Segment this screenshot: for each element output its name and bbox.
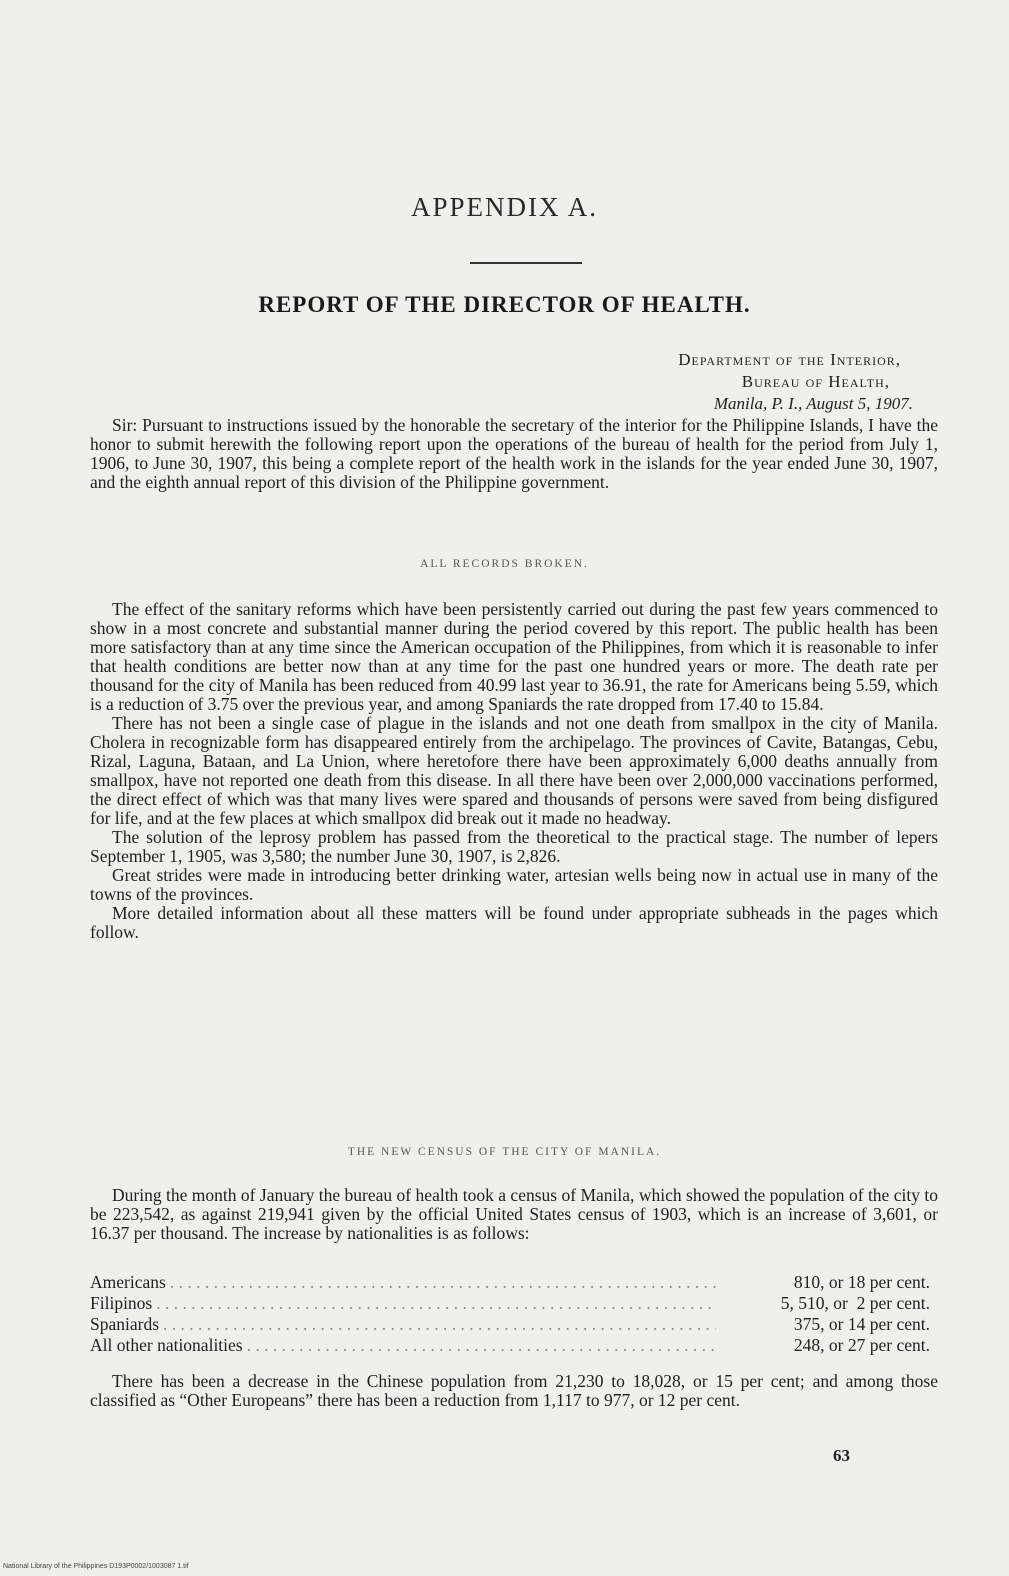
report-title: REPORT OF THE DIRECTOR OF HEALTH. — [258, 292, 751, 317]
paragraph: The effect of the sanitary reforms which have been persistently carried out during the past few years commenced to show in a most concrete and substantial manner during the period covered by this report. The public health has been more satisfactory than at any time since the American occupation of the Philippines, from which it is reasonable to infer that health conditions are better now than at any time for the past one hundred years or more. The death rate per thousand for the city of Manila has been reduced from 40.99 last year to 36.91, the rate for Americans being 5.59, which is a reduction of 3.75 over the previous year, and among Spaniards the rate dropped from 17.40 to 15.84. — [90, 599, 938, 714]
census-closing: There has been a decrease in the Chinese population from 21,230 to 18,028, or 15 per cent; and among those classified as “Other Europeans” there has been a reduction from 1,117 to 977, or 12 per cent. — [90, 1371, 938, 1410]
leader-dots — [156, 1293, 716, 1314]
leader-dots — [247, 1335, 716, 1356]
section-heading-records: ALL RECORDS BROKEN. — [420, 558, 589, 570]
leader-dots — [170, 1272, 716, 1293]
page-number: 63 — [833, 1446, 850, 1465]
address-line-2: Bureau of Health, — [741, 372, 890, 391]
table-row: Filipinos . . . 5, 510, or 2 per cent. — [90, 1293, 930, 1314]
table-row: Americans . . . 810, or 18 per cent. — [90, 1272, 930, 1293]
paragraph: There has not been a single case of plague in the islands and not one death from smallpox in the city of Manila. Cholera in recognizable form has disappeared entirely from the archipelago. The provinces of Cavite, Batangas, Cebu, Rizal, Laguna, Bataan, and La Union, where heretofore there have been approximately 6,000 deaths annually from smallpox, have not reported one death from this disease. In all there have been over 2,000,000 vaccinations performed, the direct effect of which was that many lives were spared and thousands of persons were saved from being disfigured for life, and at the few places at which smallpox did break out it made no headway. — [90, 713, 938, 828]
section-records-body — [90, 600, 938, 942]
paragraph: Great strides were made in introducing better drinking water, artesian wells being now in actual use in many of the towns of the provinces. — [90, 865, 938, 904]
heading-rule — [470, 262, 582, 264]
address-line-3: Manila, P. I., August 5, 1907. — [713, 394, 913, 413]
leader-dots — [163, 1314, 716, 1335]
table-row: All other nationalities . . . 248, or 27 per cent. — [90, 1335, 930, 1356]
appendix-heading: APPENDIX A. — [410, 192, 599, 222]
census-intro: During the month of January the bureau of health took a census of Manila, which showed the population of the city to be 223,542, as against 219,941 given by the official United States census of 1903, which is an increase of 3,601, or 16.37 per thousand. The increase by nationalities is as follows: — [90, 1185, 938, 1243]
scan-footer: National Library of the Philippines D193P0002/1003087 1.tif — [3, 1563, 189, 1570]
paragraph: More detailed information about all these matters will be found under appropriate subheads in the pages which follow. — [90, 903, 938, 942]
intro-paragraph: Sir: Pursuant to instructions issued by the honorable the secretary of the interior for the Philippine Islands, I have the honor to submit herewith the following report upon the operations of the bureau of health for the period from July 1, 1906, to June 30, 1907, this being a complete report of the health work in the islands for the year ended June 30, 1907, and the eighth annual report of this division of the Philippine government. — [90, 415, 938, 492]
address-line-1: Department of the Interior, — [678, 350, 901, 369]
paragraph: The solution of the leprosy problem has passed from the theoretical to the practical stage. The number of lepers September 1, 1905, was 3,580; the number June 30, 1907, is 2,826. — [90, 827, 938, 866]
table-row: Spaniards . . . 375, or 14 per cent. — [90, 1314, 930, 1335]
section-heading-census: THE NEW CENSUS OF THE CITY OF MANILA. — [347, 1146, 662, 1158]
nationality-table — [90, 1272, 930, 1356]
